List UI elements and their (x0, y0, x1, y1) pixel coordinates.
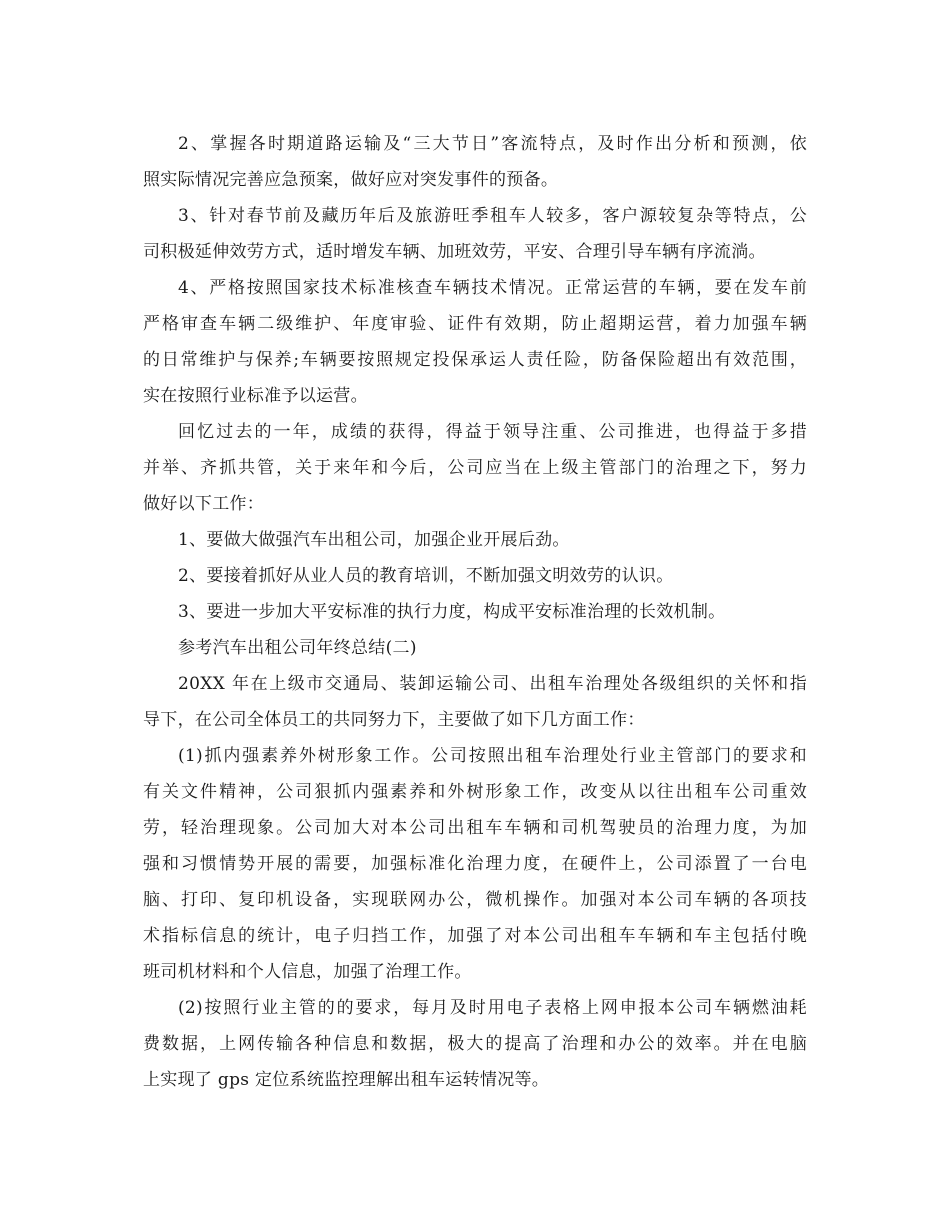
paragraph (143, 594, 807, 630)
paragraph (143, 414, 807, 522)
text-line: 强和习惯情势开展的需要，加强标准化治理力度，在硬件上，公司添置了一台电 (143, 854, 807, 874)
text-line: (2)按照行业主管的的要求，每月及时用电子表格上网申报本公司车辆燃油耗 (178, 998, 807, 1018)
text-line: 3、要进一步加大平安标准的执行力度，构成平安标准治理的长效机制。 (178, 602, 726, 622)
paragraph (143, 522, 807, 558)
text-line: 1、要做大做强汽车出租公司，加强企业开展后劲。 (178, 530, 570, 550)
text-line: 3、针对春节前及藏历年后及旅游旺季租车人较多，客户源较复杂等特点，公 (178, 206, 807, 226)
paragraph (143, 126, 807, 198)
text-line: 脑、打印、复印机设备，实现联网办公，微机操作。加强对本公司车辆的各项技 (143, 890, 807, 910)
paragraph (143, 990, 807, 1098)
text-line: 2、要接着抓好从业人员的教育培训，不断加强文明效劳的认识。 (178, 566, 674, 586)
text-line: 严格审查车辆二级维护、年度审验、证件有效期，防止超期运营，着力加强车辆 (143, 314, 807, 334)
text-line: 劳，轻治理现象。公司加大对本公司出租车车辆和司机驾驶员的治理力度，为加 (143, 818, 807, 838)
text-line: 司积极延伸效劳方式，适时增发车辆、加班效劳，平安、合理引导车辆有序流淌。 (143, 242, 766, 262)
text-line: 费数据，上网传输各种信息和数据，极大的提高了治理和办公的效率。并在电脑 (143, 1034, 807, 1054)
text-line: 2、掌握各时期道路运输及“三大节日”客流特点，及时作出分析和预测，依 (178, 134, 807, 154)
text-line: 的日常维护与保养;车辆要按照规定投保承运人责任险，防备保险超出有效范围， (143, 350, 807, 370)
text-line: 班司机材料和个人信息，加强了治理工作。 (143, 962, 472, 982)
text-line: 参考汽车出租公司年终总结(二) (178, 638, 417, 658)
text-line: 20XX 年在上级市交通局、装卸运输公司、出租车治理处各级组织的关怀和指 (178, 674, 807, 694)
text-line: 有关文件精神，公司狠抓内强素养和外树形象工作，改变从以往出租车公司重效 (143, 782, 807, 802)
document-body (143, 126, 807, 1098)
paragraph (143, 666, 807, 738)
text-line: (1)抓内强素养外树形象工作。公司按照出租车治理处行业主管部门的要求和 (178, 746, 807, 766)
text-line: 上实现了 gps 定位系统监控理解出租车运转情况等。 (143, 1070, 550, 1090)
text-line: 实在按照行业标准予以运营。 (143, 386, 368, 406)
paragraph (143, 738, 807, 990)
text-line: 4、严格按照国家技术标准核查车辆技术情况。正常运营的车辆，要在发车前 (178, 278, 807, 298)
paragraph (143, 198, 807, 270)
text-line: 照实际情况完善应急预案，做好应对突发事件的预备。 (143, 170, 559, 190)
text-line: 导下，在公司全体员工的共同努力下，主要做了如下几方面工作： (143, 710, 645, 730)
text-line: 术指标信息的统计，电子归挡工作，加强了对本公司出租车车辆和车主包括付晚 (143, 926, 807, 946)
paragraph (143, 270, 807, 414)
text-line: 回忆过去的一年，成绩的获得，得益于领导注重、公司推进，也得益于多措 (178, 422, 807, 442)
text-line: 做好以下工作： (143, 494, 265, 514)
paragraph (143, 558, 807, 594)
paragraph (143, 630, 807, 666)
text-line: 并举、齐抓共管，关于来年和今后，公司应当在上级主管部门的治理之下，努力 (143, 458, 807, 478)
